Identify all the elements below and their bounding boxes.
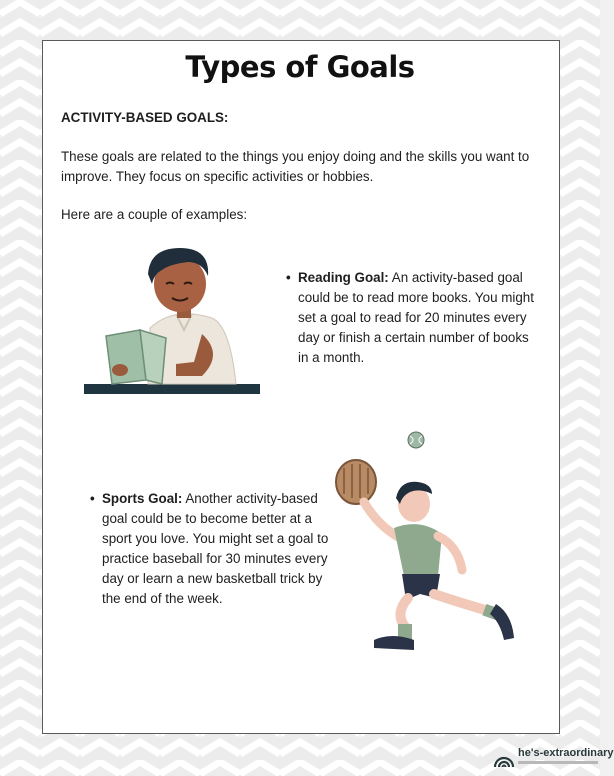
- examples-line: Here are a couple of examples:: [61, 207, 248, 222]
- bullet-label: Sports Goal:: [102, 491, 183, 506]
- bullet-text: An activity-based goal could be to read more books. You might set a goal to read for 20 minutes every day or finish a certain number of books in a month.: [298, 270, 534, 365]
- reading-goal-bullet: [286, 268, 538, 368]
- reading-boy-illustration: [84, 244, 264, 396]
- bullet-label: Reading Goal:: [298, 270, 389, 285]
- rainbow-logo-icon: [493, 749, 515, 769]
- baseball-player-illustration: [334, 428, 518, 660]
- section-heading: ACTIVITY-BASED GOALS:: [61, 110, 229, 125]
- sports-goal-bullet: [90, 489, 330, 609]
- page-title: Types of Goals: [185, 50, 415, 84]
- bullet-text: Another activity-based goal could be to become better at a sport you love. You might set a goal to practice baseball for 30 minutes every day or learn a new basketball trick by the end of the week.: [102, 491, 329, 606]
- brand-name: he's-extraordinary: [518, 747, 614, 759]
- bullet-dot: •: [286, 270, 291, 285]
- bullet-dot: •: [90, 491, 95, 506]
- intro-paragraph: These goals are related to the things you enjoy doing and the skills you want to improve. They focus on specific activities or hobbies.: [61, 149, 530, 184]
- brand-tagline-rule: [518, 761, 598, 764]
